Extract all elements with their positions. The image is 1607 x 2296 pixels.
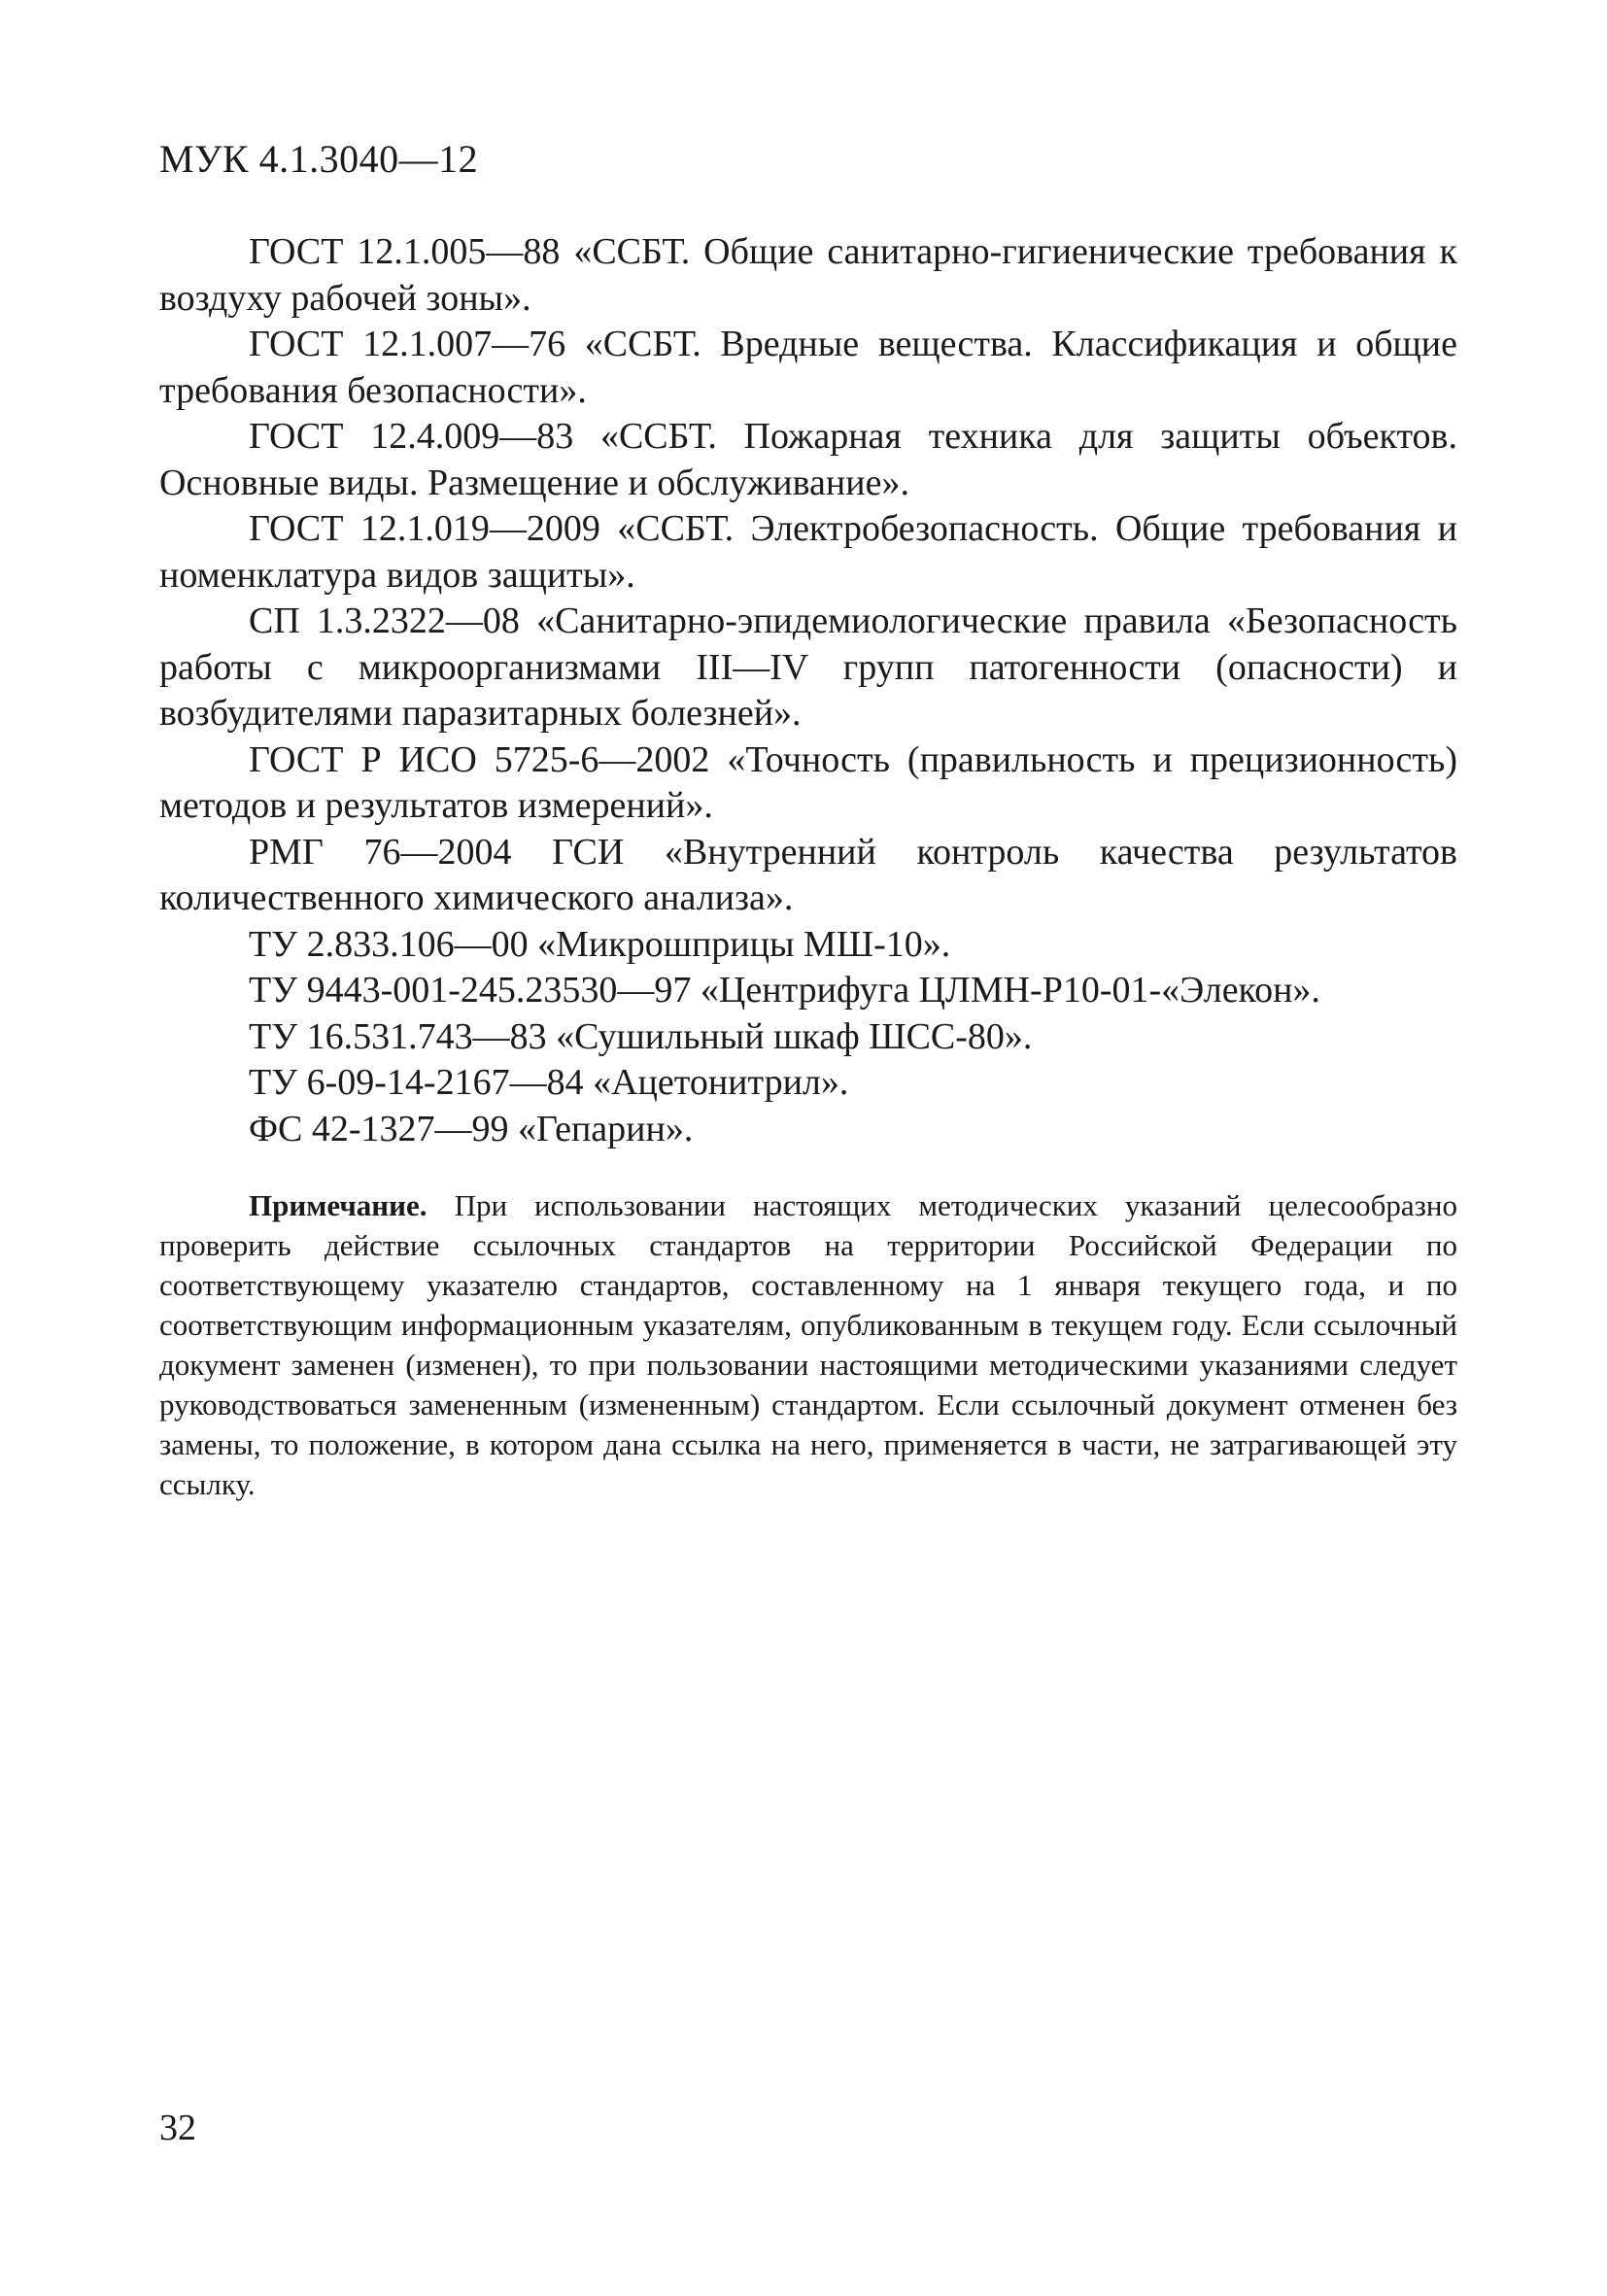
reference-item: ТУ 2.833.106—00 «Микрошприцы МШ-10». <box>249 923 951 965</box>
reference-item: ТУ 6-09-14-2167—84 «Ацетонитрил». <box>249 1062 849 1103</box>
reference-item: РМГ 76—2004 ГСИ «Внутренний контроль качества результатов количественного химического анализа». <box>159 831 1457 918</box>
reference-item: СП 1.3.2322—08 «Санитарно-эпидемиологические правила «Безопасность работы с микроорганизмами III—IV групп патогенности (опасности) и возбудителями паразитарных болезней». <box>159 600 1457 734</box>
reference-item: ГОСТ Р ИСО 5725-6—2002 «Точность (правильность и прецизионность) методов и результатов измерений». <box>159 738 1457 826</box>
document-code-header: МУК 4.1.3040—12 <box>159 137 479 181</box>
note-label: Примечание. <box>249 1188 427 1222</box>
reference-item: ТУ 9443-001-245.23530—97 «Центрифуга ЦЛМН-Р10-01-«Элекон». <box>249 970 1320 1011</box>
reference-item: ГОСТ 12.1.007—76 «ССБТ. Вредные вещества. Классификация и общие требования безопасности». <box>159 324 1457 411</box>
reference-item: ГОСТ 12.1.019—2009 «ССБТ. Электробезопасность. Общие требования и номенклатура видов защиты». <box>159 508 1457 596</box>
normative-references-list <box>159 229 1457 1152</box>
reference-item: ТУ 16.531.743—83 «Сушильный шкаф ШСС-80». <box>249 1015 1033 1057</box>
note-paragraph <box>159 1185 1457 1504</box>
reference-item: ГОСТ 12.1.005—88 «ССБТ. Общие санитарно-гигиенические требования к воздуху рабочей зоны». <box>159 231 1457 319</box>
note-text: При использовании настоящих методических указаний целесообразно проверить действие ссылочных стандартов на территории Российской Федерации по соответствующему указателю стандартов, составленному на 1 января текущего года, и по соответствующим информационным указателям, опубликованным в текущем году. Если ссылочный документ заменен (изменен), то при пользовании настоящими методическими указаниями следует руководствоваться замененным (измененным) стандартом. Если ссылочный документ отменен без замены, то положение, в котором дана ссылка на него, применяется в части, не затрагивающей эту ссылку. <box>159 1188 1458 1501</box>
page-number: 32 <box>159 2108 196 2148</box>
reference-item: ГОСТ 12.4.009—83 «ССБТ. Пожарная техника для защиты объектов. Основные виды. Размещение и обслуживание». <box>159 416 1457 503</box>
reference-item: ФС 42-1327—99 «Гепарин». <box>249 1108 694 1149</box>
